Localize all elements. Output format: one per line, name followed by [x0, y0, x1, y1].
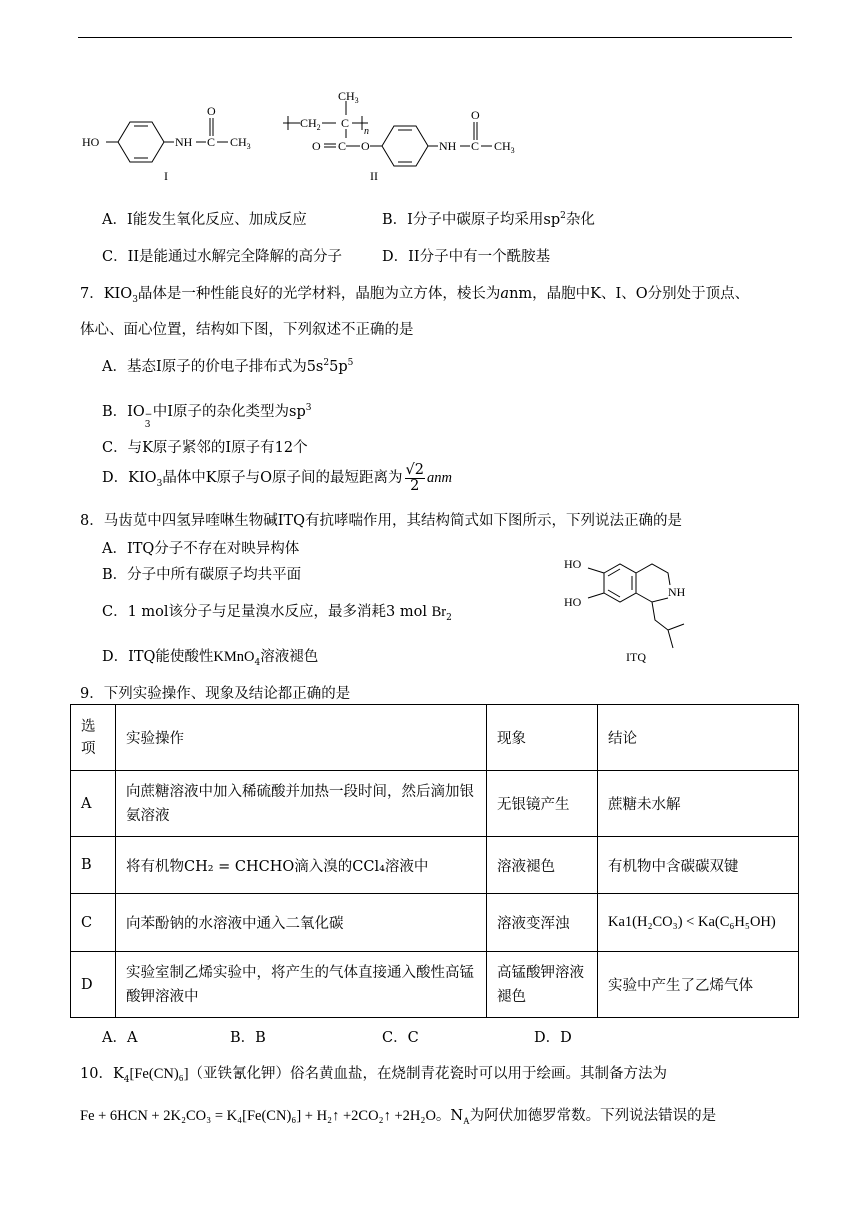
mol-I-ho: HO — [82, 135, 100, 149]
mol-II-o-eq: O — [312, 139, 321, 153]
itq-label: ITQ — [626, 650, 646, 664]
row-operation: 将有机物CH₂ = CHCHO滴入溴的CCl₄溶液中 — [116, 837, 487, 894]
q6-option-B: B．I分子中碳原子均采用$sp^2$杂化 — [382, 211, 595, 228]
q6-option-D: D．II分子中有一个酰胺基 — [382, 249, 551, 265]
row-conclusion: 实验中产生了乙烯气体 — [598, 952, 799, 1018]
row-conclusion: 有机物中含碳碳双键 — [598, 837, 799, 894]
structure-I — [78, 100, 268, 190]
q7-option-B: B．IO − 3 中I原子的杂化类型为$sp^3$ — [102, 403, 312, 430]
q9-choice-D: D．D — [534, 1030, 572, 1046]
q7-stem-line2: 体心、面心位置，结构如下图，下列叙述不正确的是 — [80, 322, 414, 338]
row-operation: 向苯酚钠的水溶液中通入二氧化碳 — [116, 894, 487, 952]
q8-option-D: D．ITQ能使酸性KMnO$_4$溶液褪色 — [102, 649, 319, 668]
itq-nh: NH — [668, 585, 686, 599]
mol-II-ch2: $CH_2$ — [300, 116, 321, 132]
q8-option-A: A．ITQ分子不存在对映异构体 — [102, 541, 300, 557]
q7-stem-line1: 7．$KIO_3$晶体是一种性能良好的光学材料，晶胞为立方体，棱长为anm，晶胞中K、I、O分别处于顶点、 — [80, 286, 750, 305]
table-row — [71, 837, 799, 894]
q8-stem: 8．马齿苋中四氢异喹啉生物碱ITQ有抗哮喘作用，其结构简式如下图所示，下列说法正确的是 — [80, 513, 683, 529]
mol-II-ch3-end: $CH_3$ — [494, 139, 515, 155]
q9-choice-B: B．B — [230, 1030, 266, 1046]
mol-II-o-ester: O — [361, 139, 370, 153]
row-option: D — [71, 952, 116, 1018]
row-phenomenon: 溶液变浑浊 — [487, 894, 598, 952]
header-operation: 实验操作 — [116, 705, 487, 771]
q10-line1: 10．$K_4[Fe(CN)_6]$（亚铁氰化钾）俗名黄血盐，在烧制青花瓷时可以用于绘画。其制备方法为 — [80, 1066, 668, 1085]
mol-II-c: C — [341, 116, 350, 130]
mol-I-c: C — [207, 135, 216, 149]
row-phenomenon: 溶液褪色 — [487, 837, 598, 894]
q7-option-C: C．与K原子紧邻的I原子有12个 — [102, 440, 308, 456]
table-row — [71, 771, 799, 837]
mol-II-nh: NH — [439, 139, 457, 153]
q7-option-A: A．基态I原子的价电子排布式为$5s^25p^5$ — [102, 358, 354, 375]
q8-option-C: C．1 mol该分子与足量溴水反应，最多消耗3 mol $Br_2$ — [102, 604, 452, 623]
structure-II — [280, 86, 540, 190]
mol-I-nh: NH — [175, 135, 193, 149]
row-phenomenon: 无银镜产生 — [487, 771, 598, 837]
q6-option-C: C．II是能通过水解完全降解的高分子 — [102, 249, 343, 265]
mol-II-o-top: O — [471, 108, 480, 122]
q9-stem: 9．下列实验操作、现象及结论都正确的是 — [80, 686, 351, 702]
header-phenomenon: 现象 — [487, 705, 598, 771]
table-row — [71, 952, 799, 1018]
q10-line2: Fe + 6HCN + 2K₂CO₃ = K₄[Fe(CN)₆] + H₂↑ +2CO₂↑ +2H₂O。$N_A$为阿伏加德罗常数。下列说法错误的是 — [80, 1108, 717, 1126]
q6-option-A: A．I能发生氧化反应、加成反应 — [102, 212, 307, 228]
row-conclusion: 蔗糖未水解 — [598, 771, 799, 837]
mol-I-ch3: $CH_3$ — [230, 135, 251, 151]
structure-ITQ — [560, 548, 710, 670]
q9-choice-C: C．C — [382, 1030, 419, 1046]
itq-ho-1: HO — [564, 557, 582, 571]
row-conclusion: Ka1(H₂CO₃) < Ka(C₆H₅OH) — [598, 894, 799, 952]
itq-ho-2: HO — [564, 595, 582, 609]
header-option: 选项 — [71, 705, 116, 771]
q8-option-B: B．分子中所有碳原子均共平面 — [102, 567, 302, 583]
header-rule — [78, 37, 792, 38]
row-option: B — [71, 837, 116, 894]
table-row — [71, 894, 799, 952]
header-conclusion: 结论 — [598, 705, 799, 771]
row-operation: 实验室制乙烯实验中，将产生的气体直接通入酸性高锰酸钾溶液中 — [116, 952, 487, 1018]
mol-I-o: O — [207, 104, 216, 118]
mol-II-ch3-top: $CH_3$ — [338, 89, 359, 105]
q9-choice-A: A．A — [102, 1030, 138, 1046]
row-option: A — [71, 771, 116, 837]
mol-II-c2: C — [338, 139, 347, 153]
mol-II-c3: C — [471, 139, 480, 153]
label-II: II — [370, 169, 378, 183]
row-option: C — [71, 894, 116, 952]
label-I: I — [164, 169, 168, 183]
row-phenomenon: 高锰酸钾溶液褪色 — [487, 952, 598, 1018]
table-header-row — [71, 705, 799, 771]
q9-table — [70, 704, 799, 1018]
row-operation: 向蔗糖溶液中加入稀硫酸并加热一段时间，然后滴加银氨溶液 — [116, 771, 487, 837]
mol-II-n: n — [364, 126, 369, 137]
q7-option-D: D．$KIO_3$晶体中K原子与O原子间的最短距离为 $\frac{√2}{2}$ anm — [102, 462, 452, 494]
